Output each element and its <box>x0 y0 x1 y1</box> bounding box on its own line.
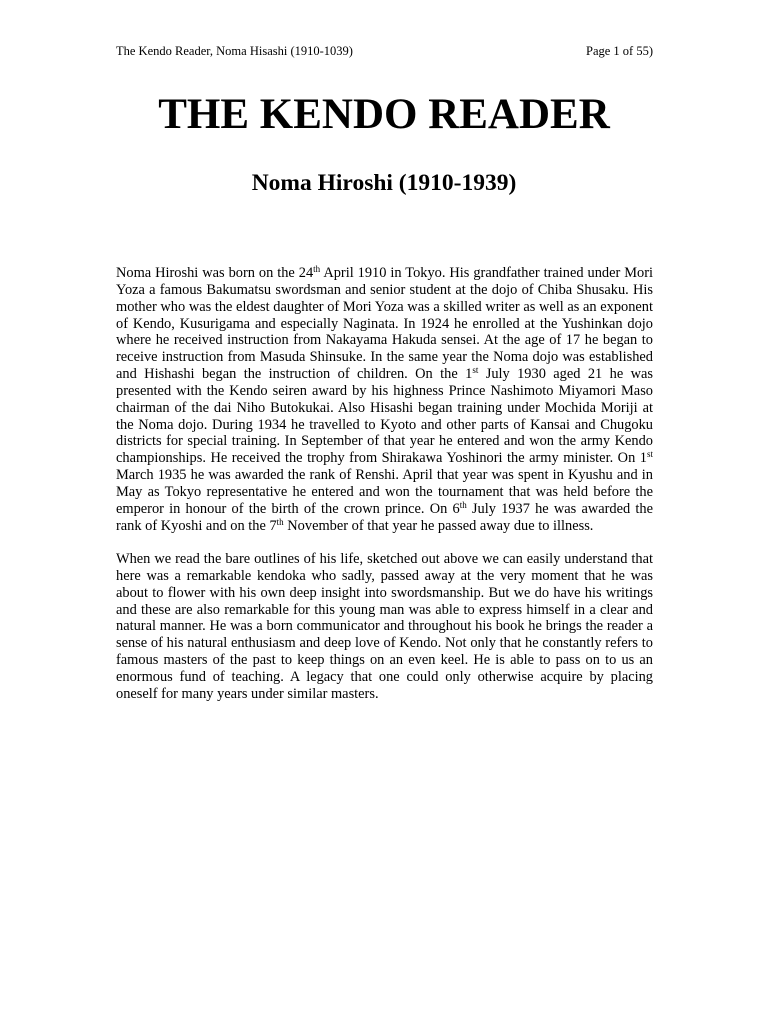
page-subtitle: Noma Hiroshi (1910-1939) <box>251 170 517 196</box>
running-header <box>116 43 653 59</box>
ordinal-suffix: th <box>459 499 467 510</box>
page-title: THE KENDO READER <box>158 91 610 138</box>
header-document-title: The Kendo Reader, Noma Hisashi (1910-1039) <box>116 44 353 58</box>
body-text <box>116 265 653 703</box>
ordinal-suffix: st <box>646 449 653 460</box>
paragraph-text: When we read the bare outlines of his life, sketched out above we can easily understand that here was a remarkable kendoka who sadly, passed away at the very moment that he was about to flower with his own deep insight into swordsmanship. But we do have his writings and these are also remarkable for this young man was able to express himself in a clear and natural manner. He was a born communicator and throughout his book he brings the reader a sense of his natural enthusiasm and deep love of Kendo. Not only that he constantly refers to famous masters of the past to keep things on an even keel. He is able to pass on to us an enormous fund of teaching. A legacy that one could only otherwise acquire by placing oneself for many years under similar masters. <box>116 551 653 702</box>
header-page-number: Page 1 of 55) <box>586 44 653 58</box>
paragraph-text: March 1935 he was awarded the rank of Renshi. April that year was spent in Kyushu and in May as Tokyo representative he entered and won the tournament that was held before the emperor in honour of the birth of the crown prince. On 6 <box>116 467 653 517</box>
paragraph <box>116 265 653 535</box>
paragraph-text: Noma Hiroshi was born on the 24 <box>116 265 314 281</box>
paragraph-text: July 1937 he was awarded the rank of Kyoshi and on the 7 <box>116 500 653 534</box>
paragraph-text: July 1930 aged 21 he was presented with the Kendo seiren award by his highness Prince Nashimoto Miyamori Maso chairman of the dai Niho Butokukai. Also Hisashi began training under Mochida Moriji at the Noma dojo. During 1934 he travelled to Kyoto and other parts of Kansai and Chugoku districts for special training. In September of that year he entered and won the army Kendo championships. He received the trophy from Shirakawa Yoshinori the army minister. On 1 <box>116 366 653 467</box>
ordinal-suffix: st <box>472 365 479 376</box>
paragraph-text: April 1910 in Tokyo. His grandfather trained under Mori Yoza a famous Bakumatsu swordsman and senior student at the dojo of Chiba Shusaku. His mother who was the eldest daughter of Mori Yoza was a skilled writer as well as an exponent of Kendo, Kusurigama and especially Naginata. In 1924 he enrolled at the Yushinkan dojo where he received instruction from Nakayama Hakuda sensei. At the age of 17 he began to receive instruction from Masuda Shinsuke. In the same year the Noma dojo was established and Hishashi began the instruction of children. On the 1 <box>116 265 654 383</box>
ordinal-suffix: th <box>313 264 321 274</box>
ordinal-suffix: th <box>276 516 284 527</box>
paragraph-text: November of that year he passed away due to illness. <box>283 517 594 534</box>
paragraph <box>116 551 653 703</box>
